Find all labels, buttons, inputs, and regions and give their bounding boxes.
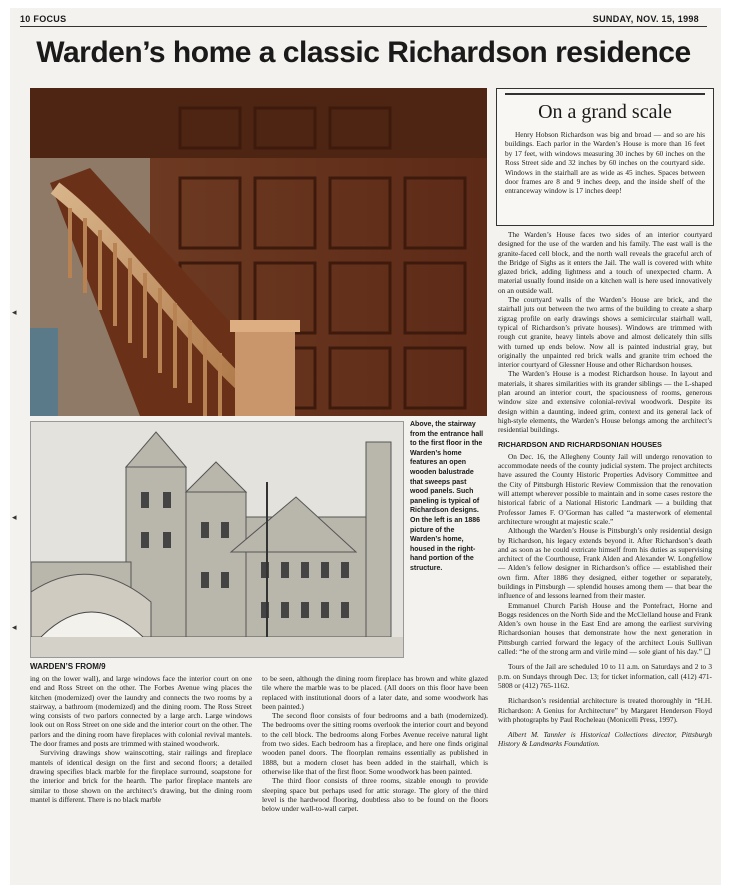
staircase-photo xyxy=(30,88,487,416)
tour-info: Tours of the Jail are scheduled 10 to 11 a.m. on Saturdays and 2 to 3 p.m. on Sundays through Dec. 13; for ticket information, call (412) 471-5808 or (412) 765-1162. xyxy=(498,662,712,690)
paragraph-text: Emmanuel Church Parish House and the Pontefract, Horne and Boggs residences on the North Side and the McClelland house and Frank Alden’s own house in the East End are among the earliest surviving Richardsonian houses that demonstrate how the next generation in Pittsburgh carried forward the legacy of the architect Louis Sullivan called: “he of the strong arm and virile mind — sole giant of his day.” xyxy=(498,600,712,657)
article-paragraph: On Dec. 16, the Allegheny County Jail will undergo renovation to accommodate needs of the county judicial system. The project architects have assured the County Historic Properties Advisory Committee and the City of Pittsburgh Historic Review Commission that the renovation will attempt wherever possible to maintain and in some cases restore the historical fabric of a National Historic Landmark — a building that Professor James F. O’Gorman has called “a masterwork of elemental architecture wrought at majestic scale.” xyxy=(498,451,712,526)
article-paragraph: ing on the lower wall), and large windows face the interior court on one end and Ross Street on the other. The Forbes Avenue wing places the kitchen (modernized) over the laundry and connects the two rooms by a stairway, a bathroom (modernized) and the dining room. The Ross Street wing consists of two parlors connected by a large arch. Large windows look out on Ross Street on one side and the interior court on the other. The parlors and the dining room have fireplaces with colonial revival mantels. The door frames and posts are trimmed with stained woodwork. xyxy=(30,674,252,749)
sidebar-rule xyxy=(505,93,705,95)
jail-drawing xyxy=(30,421,404,658)
author-byline: Albert M. Tannler is Historical Collections director, Pittsburgh History & Landmarks Foundation. xyxy=(498,730,712,749)
issue-date: SUNDAY, NOV. 15, 1998 xyxy=(592,14,699,24)
section-label: 10 FOCUS xyxy=(20,14,67,24)
article-subhead: RICHARDSON AND RICHARDSONIAN HOUSES xyxy=(498,439,662,449)
header-rule xyxy=(20,26,707,27)
scan-mark: ◂ xyxy=(12,513,17,523)
article-paragraph: to be seen, although the dining room fireplace has brown and white glazed tile where the marble was to be placed. (All doors on this floor have been replaced with institutional doors of a later date, and some woodwork has been painted.) xyxy=(262,674,488,711)
right-article-column xyxy=(498,230,712,749)
sidebar-box xyxy=(496,88,714,226)
staircase-illustration xyxy=(30,88,487,416)
article-paragraph: The Warden’s House faces two sides of an interior courtyard designed for the use of the warden and his family. The east wall is the granite-faced cell block, and the north wall reveals the graceful arch of the Bridge of Sighs as it enters the Jail. The wall is covered with white glazed brick, adding lightness and a touch of unexpected charm. A material usually found inside on a kitchen wall is here used innovatively on an outside wall. xyxy=(498,230,712,295)
article-paragraph: Although the Warden’s House is Pittsburgh’s only residential design by Richardson, his legacy extends beyond it. After Richardson’s death and as soon as he could extricate himself from his duties as supervising architect of the Courthouse, Frank Alden and Alexander W. Longfellow — Alden’s fellow designer in Richardson’s office — established their own firm. After 1886 they designed, either together or separately, buildings in Pittsburgh — splendid houses among them — that bear the influence of and lessons learned from their master. xyxy=(498,526,712,601)
sidebar-title: On a grand scale xyxy=(538,101,672,123)
bottom-column-2 xyxy=(262,674,488,813)
photo-caption: Above, the stairway from the entrance hall to the first floor in the Warden’s home features an open wooden balustrade that sweeps past wood panels. Such paneling is typical of Richardson designs. On the left is an 1886 picture of the Warden’s home, housed in the right-hand portion of the structure. xyxy=(410,421,484,572)
article-paragraph: The Warden’s House is a modest Richardson house. In layout and materials, it shares similarities with its grander siblings — the L-shaped plan around an interior court, the spaciousness of rooms, generous window size and extensive colonial-revival woodwork. Despite its design within a daunting, indeed grim, context and its general lack of high-style elements, the Warden’s House belongs among the architect’s residential buildings. xyxy=(498,369,712,435)
headline: Warden’s home a classic Richardson residence xyxy=(36,36,691,69)
scan-mark: ◂ xyxy=(12,308,17,318)
article-paragraph: The courtyard walls of the Warden’s House are brick, and the stairhall juts out between the two arms of the building to create a sharp zigzag profile on early drawings shows a semicircular stairhall wall, typical of Richardson’s private houses). Windows are trimmed with rough cut granite, heavy lintels above and almost delicately thin sills with turned up ends below. Now all is painted industrial gray, but originally the unpainted red brick walls and granite trim echoed the interior courtyard of Glessner House and other Richardson houses. xyxy=(498,295,712,370)
article-paragraph: The third floor consists of three rooms, sizable enough to provide sleeping space but perhaps used for attic storage. The glory of the third level is the hardwood flooring, doubtless also to be found on the floors below under wall-to-wall carpet. xyxy=(262,776,488,814)
article-paragraph: Surviving drawings show wainscotting, stair railings and fireplace mantels of identical design on the first and second floors; a detailed drawing specifies black marble for the fireplace surround, soapstone for the interior and brick for the hearth. The parlor fireplace mantels are similar to those shown on the architect’s drawing, but the dining room mantel is different. There is no black marble xyxy=(30,748,252,804)
newspaper-page xyxy=(10,8,721,885)
end-mark: ❑ xyxy=(703,647,711,657)
bottom-column-1 xyxy=(30,674,252,804)
jail-drawing-illustration xyxy=(31,422,404,658)
jump-line: WARDEN’S FROM/9 xyxy=(30,662,106,671)
book-note: Richardson’s residential architecture is treated thoroughly in “H.H. Richardson: A Genius for Architecture” by Margaret Henderson Floyd with photographs by Paul Rocheleau (Monicelli Press, 1997). xyxy=(498,696,712,724)
article-paragraph: The second floor consists of four bedrooms and a bath (modernized). The bedrooms over the sitting rooms overlook the interior court and beyond to the cell block. The bedrooms along Forbes Avenue receive natural light from two sides. Each bedroom has a fireplace, and here one finds original wooden panel doors. The floorplan remains essentially as published in 1888, but a modern closet has been added in the stairhall, which is otherwise like that of the first floor. Some woodwork has been painted. xyxy=(262,711,488,776)
sidebar-body: Henry Hobson Richardson was big and broad — and so are his buildings. Each parlor in the Warden’s House is more than 16 feet by 17 feet, with windows measuring 30 inches by 60 inches on the Ross Street side and 32 inches by 60 inches on the courtyard side. Windows in the stairhall are as wide as 45 inches. Spaces between door frames are 8 and 9 inches deep, and the inside shelf of the entranceway window is 17 inches deep! xyxy=(505,130,705,196)
article-paragraph xyxy=(498,601,712,657)
scan-mark: ◂ xyxy=(12,623,17,633)
